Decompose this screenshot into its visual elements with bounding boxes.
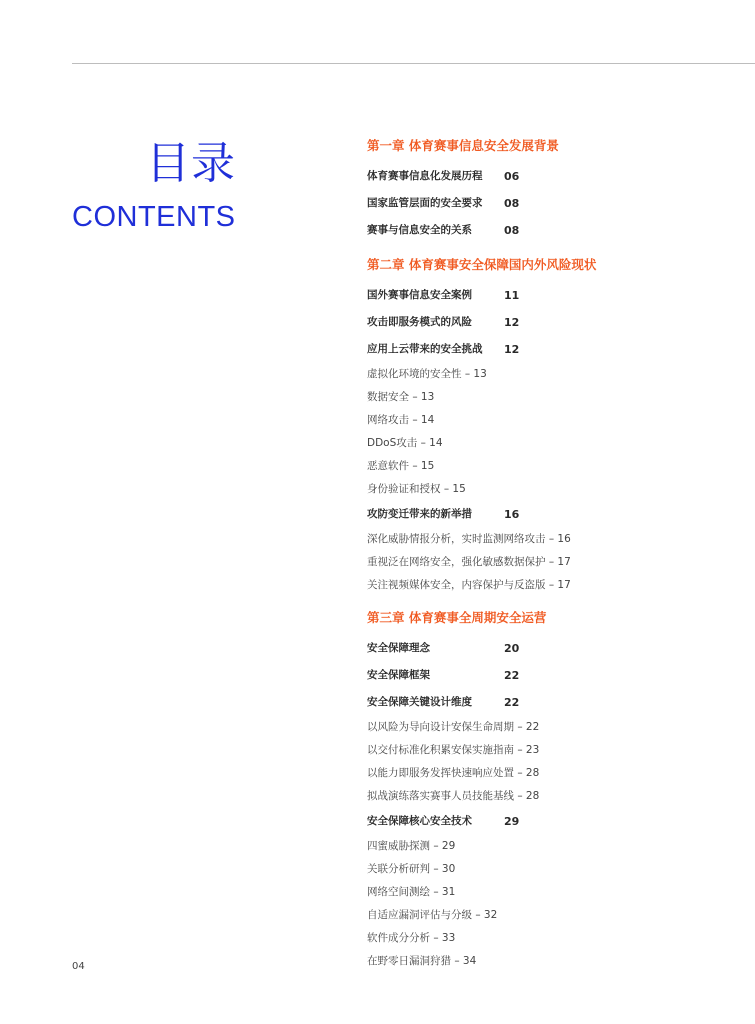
toc-entry[interactable] bbox=[367, 163, 747, 190]
toc-entry-page: 16 bbox=[504, 508, 520, 521]
toc-entry-label: 安全保障框架 bbox=[367, 669, 430, 681]
toc-subentry[interactable]: 数据安全 – 13 bbox=[367, 391, 435, 403]
toc-subentry[interactable]: 身份验证和授权 – 15 bbox=[367, 483, 466, 495]
toc-entry-label: 国家监管层面的安全要求 bbox=[367, 197, 483, 209]
toc-entry-label: 赛事与信息安全的关系 bbox=[367, 224, 472, 236]
toc-entry-page: 22 bbox=[504, 696, 520, 709]
toc-subentry[interactable]: 网络攻击 – 14 bbox=[367, 414, 435, 426]
toc-subentry[interactable]: 关联分析研判 – 30 bbox=[367, 863, 456, 875]
toc-entry[interactable] bbox=[367, 689, 747, 716]
toc-entry-label: 攻击即服务模式的风险 bbox=[367, 316, 472, 328]
toc-entry-label: 体育赛事信息化发展历程 bbox=[367, 170, 483, 182]
toc-entry-label: 国外赛事信息安全案例 bbox=[367, 289, 472, 301]
contents-title-cn: 目录 bbox=[146, 138, 236, 189]
chapter-title[interactable]: 第二章 体育赛事安全保障国内外风险现状 bbox=[367, 257, 597, 272]
toc-entry[interactable] bbox=[367, 217, 747, 244]
toc-entry-page: 12 bbox=[504, 343, 520, 356]
toc-subentry[interactable]: 拟战演练落实赛事人员技能基线 – 28 bbox=[367, 790, 540, 802]
toc-entry[interactable] bbox=[367, 808, 747, 835]
toc-subentry[interactable]: 以交付标准化积累安保实施指南 – 23 bbox=[367, 744, 540, 756]
toc-entry-page: 12 bbox=[504, 316, 520, 329]
toc-entry-page: 08 bbox=[504, 224, 520, 237]
toc-entry-label: 安全保障关键设计维度 bbox=[367, 696, 472, 708]
chapter-section bbox=[367, 605, 747, 973]
toc-entry-page: 11 bbox=[504, 289, 520, 302]
toc-subentry[interactable]: 深化威胁情报分析，实时监测网络攻击 – 16 bbox=[367, 533, 571, 545]
toc-entry[interactable] bbox=[367, 190, 747, 217]
toc-subentry[interactable]: DDoS攻击 – 14 bbox=[367, 437, 443, 449]
toc-subentry[interactable]: 以能力即服务发挥快速响应处置 – 28 bbox=[367, 767, 540, 779]
toc-entry[interactable] bbox=[367, 501, 747, 528]
toc-subentry[interactable]: 恶意软件 – 15 bbox=[367, 460, 435, 472]
toc-entry-label: 安全保障理念 bbox=[367, 642, 430, 654]
toc-entry[interactable] bbox=[367, 309, 747, 336]
toc-entry-page: 06 bbox=[504, 170, 520, 183]
toc-entry[interactable] bbox=[367, 635, 747, 662]
chapter-title[interactable]: 第三章 体育赛事全周期安全运营 bbox=[367, 610, 547, 625]
toc-subentry[interactable]: 软件成分分析 – 33 bbox=[367, 932, 456, 944]
toc-subentry[interactable]: 重视泛在网络安全，强化敏感数据保护 – 17 bbox=[367, 556, 571, 568]
toc-subentry[interactable]: 在野零日漏洞狩猎 – 34 bbox=[367, 955, 477, 967]
toc-subentry[interactable]: 网络空间测绘 – 31 bbox=[367, 886, 456, 898]
toc-entry-page: 22 bbox=[504, 669, 520, 682]
toc-entry-page: 08 bbox=[504, 197, 520, 210]
toc-entry-page: 20 bbox=[504, 642, 520, 655]
toc-entry-label: 攻防变迁带来的新举措 bbox=[367, 508, 472, 520]
toc-subentry[interactable]: 关注视频媒体安全，内容保护与反盗版 – 17 bbox=[367, 579, 571, 591]
toc-entry-label: 安全保障核心安全技术 bbox=[367, 815, 472, 827]
toc-entry[interactable] bbox=[367, 336, 747, 363]
chapter-section bbox=[367, 133, 747, 244]
top-divider bbox=[72, 63, 755, 64]
contents-title-en: CONTENTS bbox=[72, 201, 236, 233]
chapter-title[interactable]: 第一章 体育赛事信息安全发展背景 bbox=[367, 138, 559, 153]
toc-entry-label: 应用上云带来的安全挑战 bbox=[367, 343, 483, 355]
chapter-section bbox=[367, 252, 747, 597]
table-of-contents bbox=[367, 133, 747, 973]
page-number: 04 bbox=[72, 961, 85, 972]
toc-entry[interactable] bbox=[367, 282, 747, 309]
toc-entry-page: 29 bbox=[504, 815, 520, 828]
toc-subentry[interactable]: 自适应漏洞评估与分级 – 32 bbox=[367, 909, 498, 921]
toc-entry[interactable] bbox=[367, 662, 747, 689]
toc-subentry[interactable]: 以风险为导向设计安保生命周期 – 22 bbox=[367, 721, 540, 733]
toc-subentry[interactable]: 虚拟化环境的安全性 – 13 bbox=[367, 368, 487, 380]
toc-subentry[interactable]: 四蜜威胁探测 – 29 bbox=[367, 840, 456, 852]
